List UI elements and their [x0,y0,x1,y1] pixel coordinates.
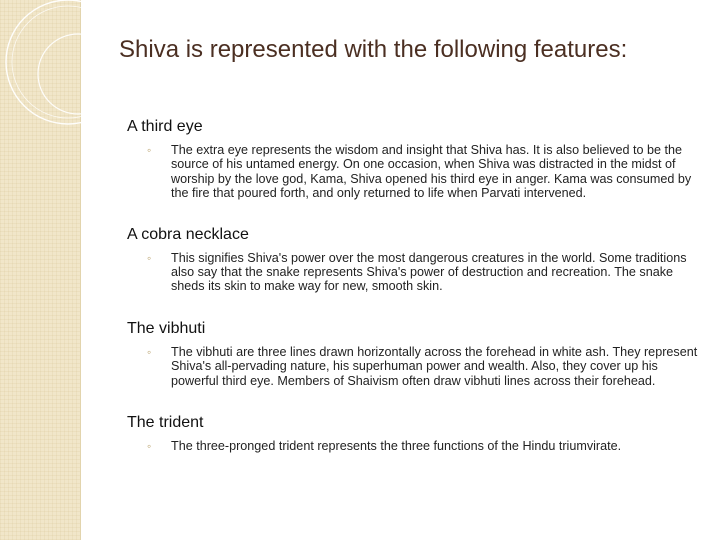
feature-trident [127,413,707,453]
feature-bullet [127,251,707,294]
feature-bullet [127,439,707,453]
feature-cobra-necklace [127,225,707,294]
bullet-circle-icon: ◦ [147,250,152,265]
bullet-circle-icon: ◦ [147,143,152,157]
feature-heading: A third eye [127,118,203,135]
slide-title: Shiva is represented with the following features: [119,36,628,63]
feature-bullet [127,143,707,201]
bullet-circle-icon: ◦ [147,344,152,359]
feature-heading: The trident [127,414,204,432]
feature-heading: The vibhuti [127,319,206,337]
bullet-circle-icon: ◦ [147,439,152,454]
feature-description: The vibhuti are three lines drawn horizontally across the forehead in white ash. They represent Shiva's all-pervading nature, his superhuman power and wealth. Also, they cover up his powerful third eye. Members of Shaivism often draw vibhuti lines across their forehead. [171,344,698,388]
feature-heading: A cobra necklace [127,225,249,243]
feature-description: The three-pronged trident represents the three functions of the Hindu triumvirate. [171,439,622,454]
feature-bullet [127,345,707,388]
feature-description: The extra eye represents the wisdom and insight that Shiva has. It is also believed to be the source of his untamed energy. On one occasion, when Shiva was distracted in the midst of worship by the love god, Kama, Shiva opened his third eye in anger. Kama was consumed by the fire that poured forth, and only returned to life when Parvati intervened. [171,143,692,201]
feature-third-eye [127,117,707,201]
feature-list [127,117,707,453]
feature-vibhuti [127,319,707,388]
decorative-sidebar [0,0,81,540]
feature-description: This signifies Shiva's power over the most dangerous creatures in the world. Some traditions also say that the snake represents Shiva's power of destruction and recreation. The snake sheds its skin to make way for new, smooth skin. [171,250,687,294]
